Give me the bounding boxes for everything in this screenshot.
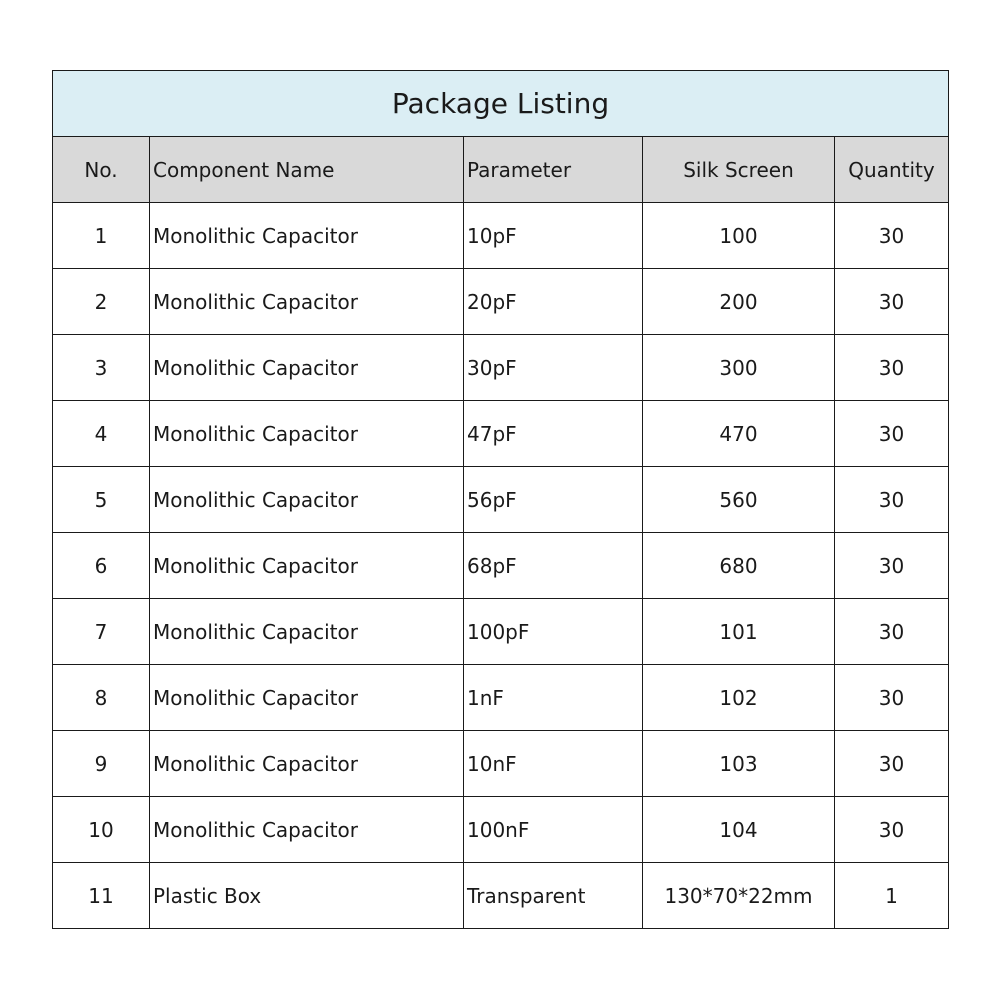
cell-silk-screen: 470 bbox=[643, 401, 835, 467]
cell-component-name: Monolithic Capacitor bbox=[150, 467, 464, 533]
cell-parameter: 10nF bbox=[464, 731, 643, 797]
column-header-component-name: Component Name bbox=[150, 137, 464, 203]
cell-component-name: Monolithic Capacitor bbox=[150, 533, 464, 599]
title-row bbox=[53, 71, 949, 137]
cell-component-name: Monolithic Capacitor bbox=[150, 269, 464, 335]
table-row bbox=[53, 797, 949, 863]
cell-quantity: 1 bbox=[835, 863, 949, 929]
cell-silk-screen: 300 bbox=[643, 335, 835, 401]
cell-component-name: Monolithic Capacitor bbox=[150, 335, 464, 401]
cell-quantity: 30 bbox=[835, 533, 949, 599]
cell-component-name: Monolithic Capacitor bbox=[150, 401, 464, 467]
cell-quantity: 30 bbox=[835, 467, 949, 533]
cell-quantity: 30 bbox=[835, 401, 949, 467]
table-row bbox=[53, 335, 949, 401]
cell-silk-screen: 130*70*22mm bbox=[643, 863, 835, 929]
cell-parameter: 100pF bbox=[464, 599, 643, 665]
cell-parameter: 56pF bbox=[464, 467, 643, 533]
cell-silk-screen: 102 bbox=[643, 665, 835, 731]
column-header-no: No. bbox=[53, 137, 150, 203]
cell-component-name: Monolithic Capacitor bbox=[150, 731, 464, 797]
cell-no: 6 bbox=[53, 533, 150, 599]
column-header-quantity: Quantity bbox=[835, 137, 949, 203]
cell-no: 11 bbox=[53, 863, 150, 929]
table-row bbox=[53, 665, 949, 731]
table-row bbox=[53, 269, 949, 335]
cell-no: 9 bbox=[53, 731, 150, 797]
cell-component-name: Monolithic Capacitor bbox=[150, 203, 464, 269]
cell-quantity: 30 bbox=[835, 665, 949, 731]
column-header-silk-screen: Silk Screen bbox=[643, 137, 835, 203]
cell-silk-screen: 680 bbox=[643, 533, 835, 599]
column-header-parameter: Parameter bbox=[464, 137, 643, 203]
cell-parameter: 100nF bbox=[464, 797, 643, 863]
cell-component-name: Monolithic Capacitor bbox=[150, 797, 464, 863]
cell-no: 5 bbox=[53, 467, 150, 533]
cell-no: 4 bbox=[53, 401, 150, 467]
cell-parameter: 68pF bbox=[464, 533, 643, 599]
cell-quantity: 30 bbox=[835, 269, 949, 335]
package-listing-table bbox=[52, 70, 949, 929]
cell-silk-screen: 560 bbox=[643, 467, 835, 533]
cell-parameter: 20pF bbox=[464, 269, 643, 335]
cell-parameter: 10pF bbox=[464, 203, 643, 269]
cell-no: 1 bbox=[53, 203, 150, 269]
cell-silk-screen: 104 bbox=[643, 797, 835, 863]
cell-parameter: Transparent bbox=[464, 863, 643, 929]
cell-silk-screen: 103 bbox=[643, 731, 835, 797]
cell-quantity: 30 bbox=[835, 797, 949, 863]
cell-quantity: 30 bbox=[835, 731, 949, 797]
table-row bbox=[53, 599, 949, 665]
table-row bbox=[53, 401, 949, 467]
cell-quantity: 30 bbox=[835, 599, 949, 665]
cell-no: 7 bbox=[53, 599, 150, 665]
cell-component-name: Monolithic Capacitor bbox=[150, 665, 464, 731]
table-row bbox=[53, 533, 949, 599]
table-row bbox=[53, 203, 949, 269]
cell-component-name: Plastic Box bbox=[150, 863, 464, 929]
cell-no: 10 bbox=[53, 797, 150, 863]
table-row bbox=[53, 731, 949, 797]
cell-no: 3 bbox=[53, 335, 150, 401]
header-row bbox=[53, 137, 949, 203]
cell-silk-screen: 101 bbox=[643, 599, 835, 665]
cell-parameter: 30pF bbox=[464, 335, 643, 401]
table-row bbox=[53, 467, 949, 533]
cell-no: 8 bbox=[53, 665, 150, 731]
cell-no: 2 bbox=[53, 269, 150, 335]
cell-silk-screen: 100 bbox=[643, 203, 835, 269]
cell-silk-screen: 200 bbox=[643, 269, 835, 335]
cell-quantity: 30 bbox=[835, 203, 949, 269]
table-row bbox=[53, 863, 949, 929]
table-title: Package Listing bbox=[53, 71, 949, 137]
cell-component-name: Monolithic Capacitor bbox=[150, 599, 464, 665]
cell-parameter: 1nF bbox=[464, 665, 643, 731]
cell-parameter: 47pF bbox=[464, 401, 643, 467]
cell-quantity: 30 bbox=[835, 335, 949, 401]
